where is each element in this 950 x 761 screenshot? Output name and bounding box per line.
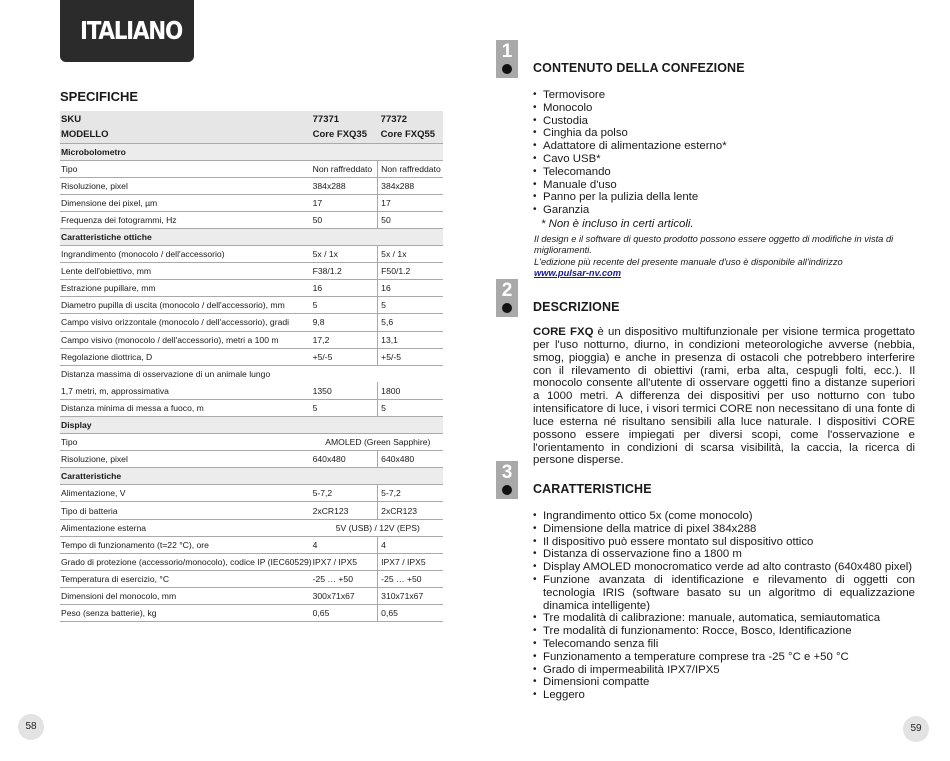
table-cell: Non raffreddato — [378, 160, 443, 177]
table-cell — [312, 365, 378, 382]
table-section-label: Display — [60, 417, 312, 434]
table-header-cell: MODELLO — [60, 127, 312, 143]
table-cell: Risoluzione, pixel — [60, 177, 312, 194]
table-row — [60, 194, 443, 211]
description-paragraph — [533, 326, 915, 467]
table-cell: Lente dell'obiettivo, mm — [60, 263, 312, 280]
product-name: CORE FXQ — [533, 326, 594, 338]
bullet-dot-icon — [502, 485, 512, 495]
table-cell — [378, 468, 443, 485]
list-item: • Cavo USB* — [533, 153, 727, 166]
table-section-row — [60, 143, 443, 160]
table-cell: F38/1.2 — [312, 263, 378, 280]
bullet-dot-icon — [502, 64, 512, 74]
table-cell: -25 … +50 — [312, 570, 378, 587]
list-item: • Display AMOLED monocromatico verde ad alto contrasto (640x480 pixel) — [533, 561, 915, 574]
table-cell: 17 — [312, 194, 378, 211]
table-cell: +5/-5 — [378, 348, 443, 365]
table-cell: 17,2 — [312, 331, 378, 348]
list-item: • Telecomando senza fili — [533, 638, 915, 651]
table-row — [60, 434, 443, 451]
table-cell: F50/1.2 — [378, 263, 443, 280]
table-row — [60, 570, 443, 587]
list-item: • Dimensioni compatte — [533, 676, 915, 689]
table-cell: 640x480 — [378, 451, 443, 468]
section-marker-1 — [496, 40, 518, 78]
table-cell: 5x / 1x — [312, 246, 378, 263]
table-cell: 16 — [312, 280, 378, 297]
table-cell: Tempo di funzionamento (t=22 °C), ore — [60, 536, 312, 553]
disclaimer-edition: L'edizione più recente del presente manuale d'uso è disponibile all'indirizzo — [534, 256, 843, 267]
table-row — [60, 553, 443, 570]
table-cell: 640x480 — [312, 451, 378, 468]
table-cell — [378, 228, 443, 245]
table-cell: Diametro pupilla di uscita (monocolo / dell'accessorio), mm — [60, 297, 312, 314]
table-cell: 4 — [378, 536, 443, 553]
table-cell — [312, 143, 378, 160]
list-item: • Monocolo — [533, 102, 727, 115]
table-cell: Campo visivo (monocolo / dell'accessorio), metri a 100 m — [60, 331, 312, 348]
list-item: • Tre modalità di calibrazione: manuale, automatica, semiautomatica — [533, 612, 915, 625]
table-row — [60, 246, 443, 263]
table-cell: Regolazione diottrica, D — [60, 348, 312, 365]
table-row — [60, 382, 443, 399]
package-contents-list — [533, 89, 727, 217]
section-marker-3 — [496, 461, 518, 499]
list-item: • Adattatore di alimentazione esterno* — [533, 140, 727, 153]
table-cell: 5V (USB) / 12V (EPS) — [312, 519, 443, 536]
table-header-cell: Core FXQ35 — [312, 127, 378, 143]
table-cell: 9,8 — [312, 314, 378, 331]
disclaimer — [534, 234, 912, 280]
table-cell: 0,65 — [312, 605, 378, 622]
table-cell: 1350 — [312, 382, 378, 399]
table-section-row — [60, 468, 443, 485]
table-cell: Frequenza dei fotogrammi, Hz — [60, 211, 312, 228]
table-cell: 2xCR123 — [312, 502, 378, 519]
page-number-left: 58 — [18, 714, 44, 740]
table-cell: 5-7,2 — [378, 485, 443, 502]
table-cell: Distanza minima di messa a fuoco, m — [60, 399, 312, 416]
table-cell: 2xCR123 — [378, 502, 443, 519]
table-row — [60, 485, 443, 502]
section-title-description: DESCRIZIONE — [533, 300, 620, 314]
table-row — [60, 587, 443, 604]
table-row — [60, 519, 443, 536]
table-row — [60, 536, 443, 553]
table-row — [60, 348, 443, 365]
disclaimer-design: Il design e il software di questo prodotto possono essere oggetto di modifiche in vista di miglioramenti. — [534, 234, 894, 256]
list-item: • Ingrandimento ottico 5x (come monocolo) — [533, 510, 915, 523]
list-item: • Funzionamento a temperature comprese tra -25 °C e +50 °C — [533, 651, 915, 664]
table-cell — [378, 365, 443, 382]
specifications-table — [60, 111, 443, 622]
table-cell: +5/-5 — [312, 348, 378, 365]
table-cell: Campo visivo orizzontale (monocolo / dell'accessorio), gradi — [60, 314, 312, 331]
list-item: • Dimensione della matrice di pixel 384x288 — [533, 523, 915, 536]
table-row — [60, 211, 443, 228]
list-item: • Il dispositivo può essere montato sul dispositivo ottico — [533, 536, 915, 549]
list-item: • Distanza di osservazione fino a 1800 m — [533, 548, 915, 561]
bullet-dot-icon — [502, 303, 512, 313]
table-cell: Ingrandimento (monocolo / dell'accessorio) — [60, 246, 312, 263]
table-header-cell: 77371 — [312, 111, 378, 127]
table-cell: 4 — [312, 536, 378, 553]
table-row — [60, 502, 443, 519]
section-title-package: CONTENUTO DELLA CONFEZIONE — [533, 61, 745, 75]
table-section-label: Microbolometro — [60, 143, 312, 160]
table-cell: 5 — [378, 297, 443, 314]
page-number-right: 59 — [903, 716, 929, 742]
table-row — [60, 160, 443, 177]
table-cell: IPX7 / IPX5 — [378, 553, 443, 570]
table-cell: 310x71x67 — [378, 587, 443, 604]
list-item: • Custodia — [533, 115, 727, 128]
table-cell — [312, 468, 378, 485]
list-item: • Manuale d'uso — [533, 179, 727, 192]
table-cell — [312, 228, 378, 245]
table-row — [60, 451, 443, 468]
table-cell: 5 — [312, 297, 378, 314]
language-label: ITALIANO — [80, 16, 182, 45]
features-list — [533, 510, 915, 702]
list-item: • Telecomando — [533, 166, 727, 179]
table-header-row — [60, 127, 443, 143]
list-item: • Tre modalità di funzionamento: Rocce, Bosco, Identificazione — [533, 625, 915, 638]
table-row — [60, 263, 443, 280]
table-header-cell: Core FXQ55 — [378, 127, 443, 143]
table-cell: 5-7,2 — [312, 485, 378, 502]
table-row — [60, 365, 443, 382]
section-number: 3 — [501, 462, 513, 483]
table-row — [60, 280, 443, 297]
table-cell: Tipo — [60, 434, 312, 451]
table-cell: 16 — [378, 280, 443, 297]
table-cell: Temperatura di esercizio, °C — [60, 570, 312, 587]
table-cell: -25 … +50 — [378, 570, 443, 587]
table-cell: Distanza massima di osservazione di un animale lungo — [61, 369, 271, 380]
table-header-cell: SKU — [60, 111, 312, 127]
table-cell: 384x288 — [312, 177, 378, 194]
table-row — [60, 314, 443, 331]
table-header-row — [60, 111, 443, 127]
table-cell: 5x / 1x — [378, 246, 443, 263]
description-text: è un dispositivo multifunzionale per visione termica progettato per l'uso notturno, diurno, in condizioni meteorologiche avverse (nebbia, smog, pioggia) e anche in presenza di ostacoli che potrebbero interferire con il rilevamento di obiettivi (rami, erba alta, cespugli folti, ecc.). Il monocolo consente all'utente di osservare oggetti fino a distanze superiori a 1000 metri. A differenza dei dispositivi per uso notturno con tubo intensificatore di luce, i visori termici CORE non necessitano di una fonte di luce esterna né risultano sensibili alla luce naturale. I dispositivi CORE possono essere impiegati per diversi scopi, come l'osservazione e l'orientamento in condizioni di scarsa visibilità, la caccia, la ricerca di persone disperse. — [533, 326, 915, 467]
section-number: 1 — [501, 41, 513, 62]
list-item: • Leggero — [533, 689, 915, 702]
table-cell: Dimensione dei pixel, µm — [60, 194, 312, 211]
table-row — [60, 605, 443, 622]
table-cell: Estrazione pupillare, mm — [60, 280, 312, 297]
table-cell: 1,7 metri, m, approssimativa — [60, 382, 312, 399]
section-title-features: CARATTERISTICHE — [533, 482, 652, 496]
table-cell: Dimensioni del monocolo, mm — [60, 587, 312, 604]
list-item: • Termovisore — [533, 89, 727, 102]
table-row — [60, 399, 443, 416]
list-item: • Funzione avanzata di identificazione e rilevamento di oggetti con tecnologia IRIS (software basato su un algoritmo di equalizzazione dinamica intelligente) — [533, 574, 915, 612]
list-item: • Cinghia da polso — [533, 127, 727, 140]
table-cell: 300x71x67 — [312, 587, 378, 604]
table-row — [60, 331, 443, 348]
table-cell: Grado di protezione (accessorio/monocolo), codice IP (IEC60529) — [60, 553, 312, 570]
table-cell: 384x288 — [378, 177, 443, 194]
table-cell: Tipo — [60, 160, 312, 177]
table-row — [60, 297, 443, 314]
list-item: • Grado di impermeabilità IPX7/IPX5 — [533, 664, 915, 677]
table-header-cell: 77372 — [378, 111, 443, 127]
table-cell: 0,65 — [378, 605, 443, 622]
table-section-row — [60, 417, 443, 434]
table-cell: 17 — [378, 194, 443, 211]
table-row — [60, 177, 443, 194]
table-section-row — [60, 228, 443, 245]
section-marker-2 — [496, 279, 518, 317]
table-cell: Non raffreddato — [312, 160, 378, 177]
table-cell — [378, 417, 443, 434]
specifications-title: SPECIFICHE — [60, 89, 139, 104]
section-number: 2 — [501, 280, 513, 301]
table-cell — [312, 417, 378, 434]
website-link[interactable]: www.pulsar-nv.com — [534, 268, 621, 279]
table-cell: Alimentazione esterna — [60, 519, 312, 536]
table-cell: 5 — [312, 399, 378, 416]
table-cell: 5,6 — [378, 314, 443, 331]
table-section-label: Caratteristiche — [60, 468, 312, 485]
table-cell: 1800 — [378, 382, 443, 399]
table-cell — [378, 143, 443, 160]
list-item: • Panno per la pulizia della lente — [533, 191, 727, 204]
table-cell: Alimentazione, V — [60, 485, 312, 502]
list-item: • Garanzia — [533, 204, 727, 217]
language-tab — [60, 0, 194, 62]
table-cell: Tipo di batteria — [60, 502, 312, 519]
table-section-label: Caratteristiche ottiche — [60, 228, 312, 245]
table-cell: 13,1 — [378, 331, 443, 348]
table-cell: 50 — [312, 211, 378, 228]
table-cell: Peso (senza batterie), kg — [60, 605, 312, 622]
table-cell: IPX7 / IPX5 — [312, 553, 378, 570]
package-note: * Non è incluso in certi articoli. — [541, 218, 694, 230]
table-cell: 5 — [378, 399, 443, 416]
table-cell: Risoluzione, pixel — [60, 451, 312, 468]
table-cell: 50 — [378, 211, 443, 228]
table-cell: AMOLED (Green Sapphire) — [312, 434, 443, 451]
